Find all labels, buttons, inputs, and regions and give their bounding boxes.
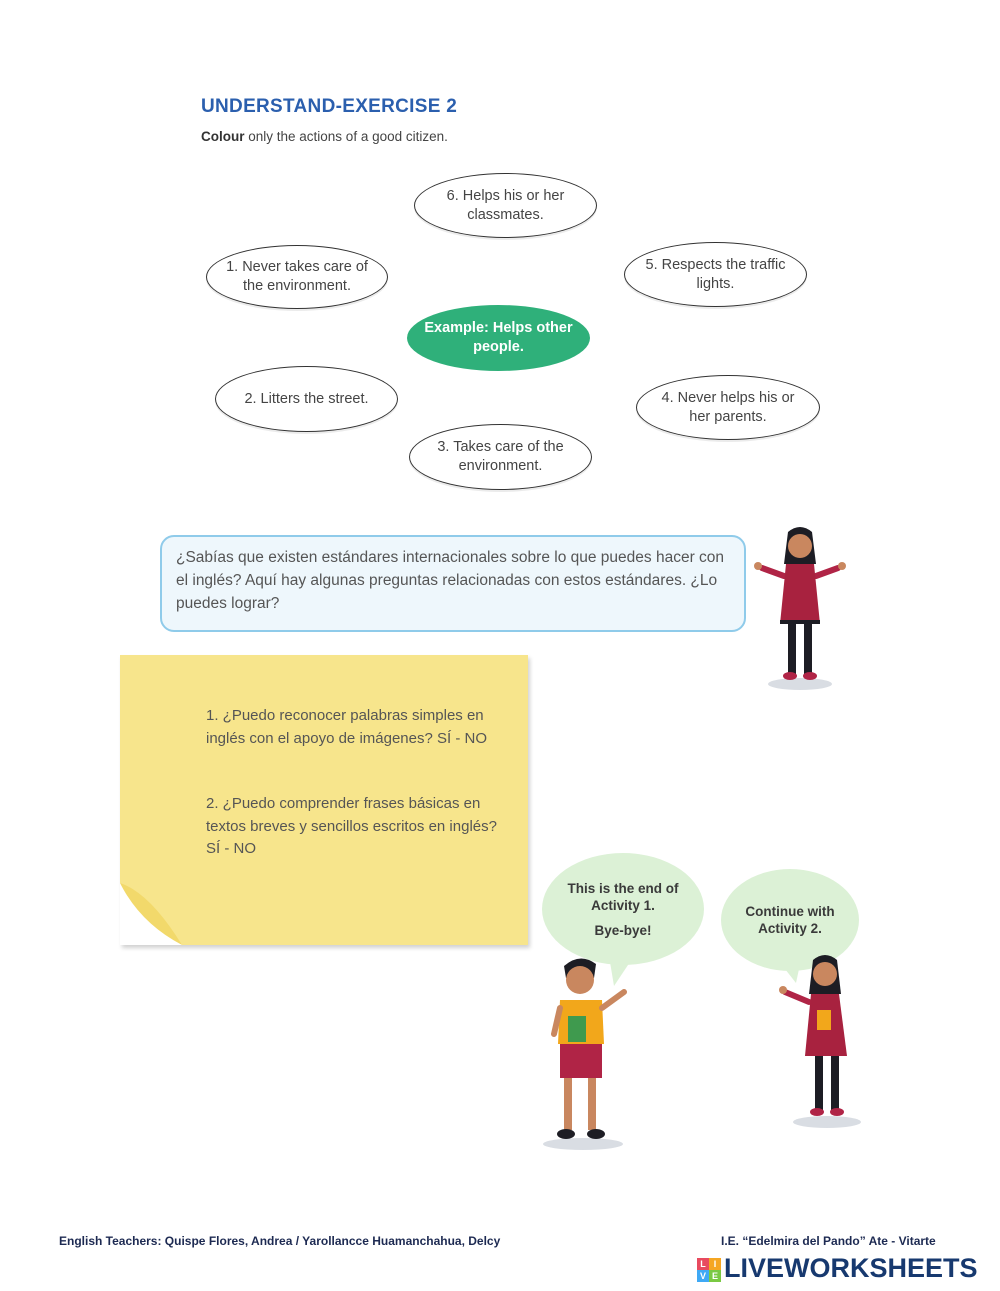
liveworksheets-logo-icon: [697, 1258, 721, 1282]
oval-item-6[interactable]: 6. Helps his or her classmates.: [414, 173, 597, 238]
boy-speech-line-1: This is the end of Activity 1.: [567, 880, 679, 913]
logo-letter-i: I: [709, 1258, 721, 1270]
info-box: [160, 535, 746, 632]
exercise-title: UNDERSTAND-EXERCISE 2: [201, 96, 458, 117]
logo-letter-l: L: [697, 1258, 709, 1270]
boy-speech-line-2: Bye-bye!: [594, 922, 652, 938]
curled-corner-icon: [120, 883, 190, 945]
girl-illustration-top: [742, 524, 852, 694]
girl-speech: Continue with Activity 2.: [745, 904, 835, 936]
question-2: 2. ¿Puedo comprender frases básicas en textos breves y sencillos escritos en inglés? SÍ - NO: [206, 795, 497, 857]
oval-item-5[interactable]: 5. Respects the traffic lights.: [624, 242, 807, 307]
oval-item-4[interactable]: 4. Never helps his or her parents.: [636, 375, 820, 440]
oval-example: Example: Helps other people.: [407, 305, 590, 371]
sticky-note: [120, 655, 528, 945]
speech-bubble-boy: [542, 853, 704, 965]
boy-illustration: [540, 952, 640, 1157]
footer-school: I.E. “Edelmira del Pando” Ate - Vitarte: [721, 1234, 936, 1248]
info-box-text: ¿Sabías que existen estándares internacionales sobre lo que puedes hacer con el inglés? Aquí hay algunas preguntas relacionadas con estos estándares. ¿Lo puedes lograr?: [176, 549, 725, 612]
oval-item-2[interactable]: 2. Litters the street.: [215, 366, 398, 432]
instruction-rest: only the actions of a good citizen.: [244, 129, 448, 144]
oval-item-1[interactable]: 1. Never takes care of the environment.: [206, 245, 388, 309]
logo-letter-v: V: [697, 1270, 709, 1282]
liveworksheets-logo-text[interactable]: LIVEWORKSHEETS: [724, 1253, 978, 1283]
exercise-instruction: [201, 129, 448, 144]
oval-item-3[interactable]: 3. Takes care of the environment.: [409, 424, 592, 490]
question-1: 1. ¿Puedo reconocer palabras simples en inglés con el apoyo de imágenes? SÍ - NO: [206, 707, 487, 747]
instruction-bold: Colour: [201, 129, 245, 144]
girl-illustration-bottom: [775, 952, 870, 1132]
logo-letter-e: E: [709, 1270, 721, 1282]
footer-teachers: English Teachers: Quispe Flores, Andrea / Yarollancce Huamanchahua, Delcy: [59, 1234, 501, 1248]
